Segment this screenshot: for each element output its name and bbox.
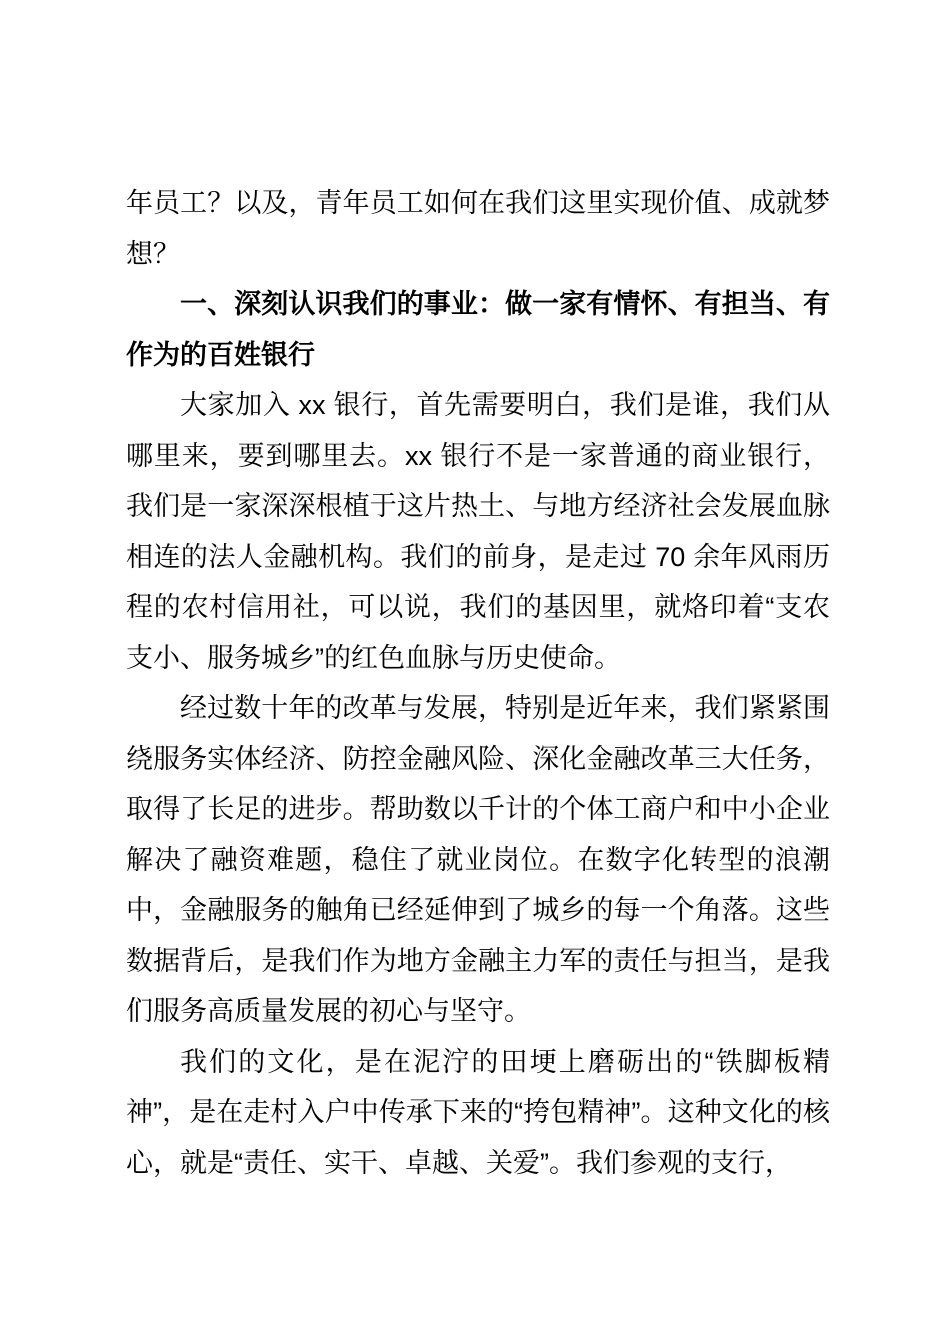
document-text-block — [126, 178, 830, 1188]
paragraph-continuation: 年员工？以及，青年员工如何在我们这里实现价值、成就梦想？ — [126, 188, 830, 269]
paragraph-identity: 大家加入 xx 银行，首先需要明白，我们是谁，我们从哪里来，要到哪里去。xx 银行不是一家普通的商业银行，我们是一家深深根植于这片热土、与地方经济社会发展血脉相连的法人金融机构。我们的前身，是走过 70 余年风雨历程的农村信用社，可以说，我们的基因里，就烙印着“支农支小、服务城乡”的红色血脉与历史使命。 — [126, 390, 830, 673]
paragraph-culture: 我们的文化，是在泥泞的田埂上磨砺出的“铁脚板精神”，是在走村入户中传承下来的“挎包精神”。这种文化的核心，就是“责任、实干、卓越、关爱”。我们参观的支行， — [126, 1046, 830, 1178]
paragraph-reform-progress: 经过数十年的改革与发展，特别是近年来，我们紧紧围绕服务实体经济、防控金融风险、深化金融改革三大任务，取得了长足的进步。帮助数以千计的个体工商户和中小企业解决了融资难题，稳住了就业岗位。在数字化转型的浪潮中，金融服务的触角已经延伸到了城乡的每一个角落。这些数据背后，是我们作为地方金融主力军的责任与担当，是我们服务高质量发展的初心与坚守。 — [126, 693, 830, 1026]
section-heading: 一、深刻认识我们的事业：做一家有情怀、有担当、有作为的百姓银行 — [126, 289, 830, 370]
